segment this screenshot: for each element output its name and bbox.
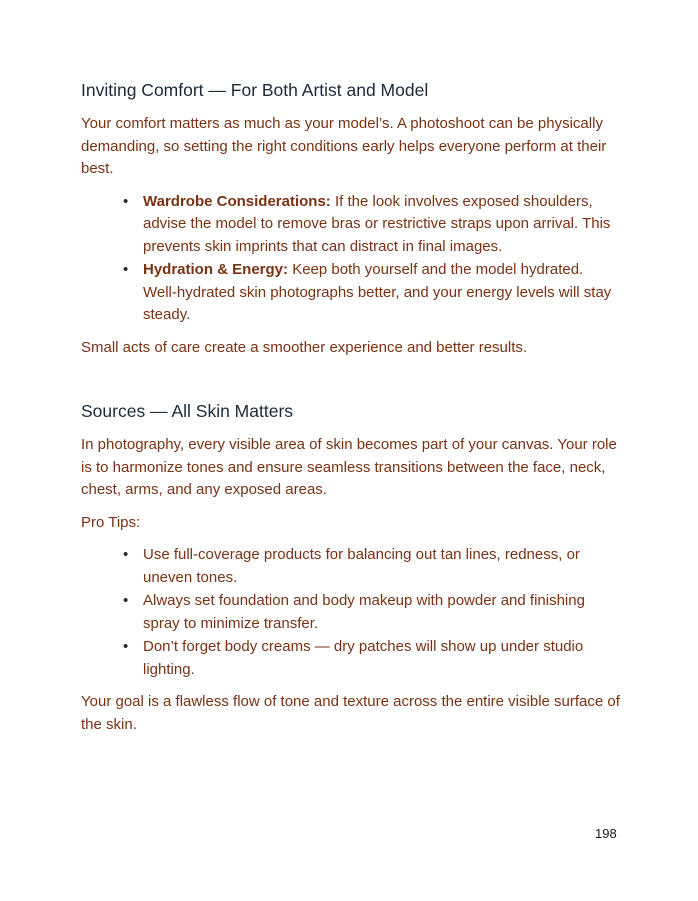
- bullet-icon: •: [123, 546, 129, 563]
- pro-tips-bullet-list: [81, 544, 621, 681]
- list-item: [123, 191, 621, 259]
- page-content: [81, 78, 621, 746]
- section-intro-comfort: Your comfort matters as much as your model’s. A photoshoot can be physically demanding, so setting the right conditions early helps everyone perform at their best.: [81, 115, 607, 177]
- bullet-text: Keep both yourself and the model hydrated. Well-hydrated skin photographs better, and your energy levels will stay steady.: [143, 261, 612, 323]
- bullet-icon: •: [123, 638, 129, 655]
- bullet-text: Don’t forget body creams — dry patches will show up under studio lighting.: [143, 638, 584, 678]
- section-spacer: [81, 369, 621, 399]
- bullet-icon: •: [123, 192, 129, 210]
- page-number: 198: [595, 826, 617, 841]
- bullet-text: Use full-coverage products for balancing out tan lines, redness, or uneven tones.: [143, 546, 580, 586]
- list-item: [123, 590, 621, 635]
- section-closing-skin: Your goal is a flawless flow of tone and texture across the entire visible surface of the skin.: [81, 693, 620, 733]
- list-item: [123, 544, 621, 589]
- bullet-icon: •: [123, 261, 129, 278]
- bullet-text: If the look involves exposed shoulders, advise the model to remove bras or restrictive straps upon arrival. This prevents skin imprints that can distract in final images.: [143, 192, 611, 255]
- list-item: [123, 636, 621, 681]
- section-heading-skin: Sources — All Skin Matters: [81, 401, 294, 421]
- bullet-text: Always set foundation and body makeup with powder and finishing spray to minimize transfer.: [143, 592, 585, 632]
- bullet-bold-label: Hydration & Energy:: [143, 261, 289, 278]
- list-item: [123, 259, 621, 327]
- bullet-icon: •: [123, 592, 129, 609]
- section-heading-comfort: Inviting Comfort — For Both Artist and Model: [81, 80, 429, 100]
- comfort-bullet-list: [81, 191, 621, 327]
- section-closing-comfort: Small acts of care create a smoother experience and better results.: [81, 338, 528, 356]
- section-intro-skin: In photography, every visible area of skin becomes part of your canvas. Your role is to harmonize tones and ensure seamless transitions between the face, neck, chest, arms, and any exposed areas.: [81, 436, 617, 498]
- pro-tips-label: Pro Tips:: [81, 513, 141, 531]
- bullet-bold-label: Wardrobe Considerations:: [143, 192, 331, 210]
